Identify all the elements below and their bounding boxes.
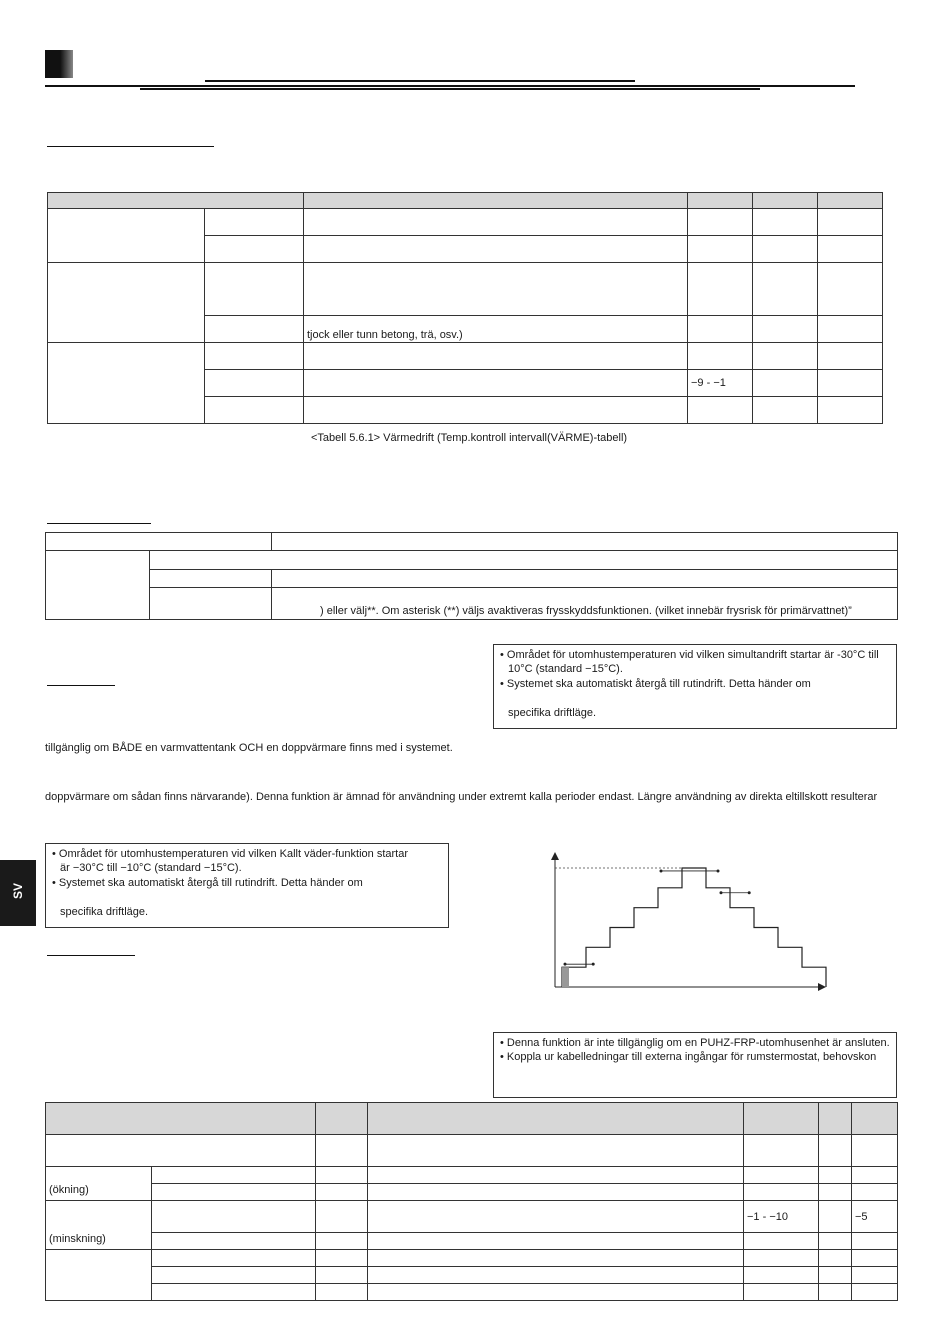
table3-cell <box>744 1267 819 1284</box>
note-line: • Systemet ska automatiskt återgå till rutindrift. Detta händer om <box>500 678 811 690</box>
table1-cell <box>688 236 753 263</box>
table2-cell <box>150 551 898 570</box>
table1-cell <box>753 397 818 424</box>
table1-cell <box>205 397 304 424</box>
table1-cell <box>818 343 883 370</box>
table1-cell <box>304 343 688 370</box>
note-line: • Koppla ur kabelledningar till externa ingångar för rumstermostat, behovskon <box>500 1051 877 1063</box>
table2-cell <box>272 570 898 588</box>
table3-cell <box>744 1167 819 1184</box>
table1-cell <box>818 263 883 316</box>
table3-cell <box>152 1267 316 1284</box>
header-black-square <box>45 50 73 78</box>
table1-header-cell <box>818 193 883 209</box>
table3-cell-minskning: (minskning) <box>46 1201 152 1250</box>
table3-header-cell <box>852 1103 898 1135</box>
table1-cell <box>688 397 753 424</box>
table3-cell <box>852 1135 898 1167</box>
language-tab-label: SV <box>11 882 26 900</box>
table1-header-cell <box>304 193 688 209</box>
table1-cell <box>753 263 818 316</box>
table1-cell <box>753 316 818 343</box>
note-box-puhz <box>493 1032 897 1098</box>
section-heading-underline-3 <box>47 685 115 686</box>
table3-cell <box>316 1233 368 1250</box>
table1-cell: tjock eller tunn betong, trä, osv.) <box>304 316 688 343</box>
x-axis-arrow <box>818 983 826 991</box>
temperature-control-range-table <box>47 192 883 424</box>
table3-cell <box>819 1201 852 1233</box>
table1-cell <box>48 343 205 424</box>
note-line: är −30°C till −10°C (standard −15°C). <box>60 862 242 874</box>
table1-cell <box>304 236 688 263</box>
table2-cell <box>46 533 272 551</box>
table1-caption: <Tabell 5.6.1> Värmedrift (Temp.kontroll intervall(VÄRME)-tabell) <box>311 432 628 444</box>
table1-cell <box>304 263 688 316</box>
table2-cell <box>150 588 272 620</box>
table3-cell <box>744 1250 819 1267</box>
table3-cell <box>152 1233 316 1250</box>
table3-cell-range: −1 - −10 <box>744 1201 819 1233</box>
header-rule-top <box>205 80 635 82</box>
table3-cell <box>744 1284 819 1301</box>
table1-header-cell <box>753 193 818 209</box>
table3-cell <box>852 1233 898 1250</box>
table3-cell <box>819 1250 852 1267</box>
note-line: 10°C (standard −15°C). <box>508 663 623 675</box>
table3-cell <box>744 1233 819 1250</box>
table3-cell <box>316 1284 368 1301</box>
table3-cell <box>819 1135 852 1167</box>
step-line <box>562 868 826 987</box>
table3-cell <box>852 1250 898 1267</box>
note-line: • Området för utomhustemperaturen vid vilken simultandrift startar är -30°C till <box>500 649 879 661</box>
settings-table-2 <box>45 532 898 620</box>
table3-cell <box>46 1135 316 1167</box>
table2-cell <box>150 570 272 588</box>
table3-cell <box>316 1184 368 1201</box>
table1-cell <box>753 236 818 263</box>
table3-cell <box>152 1201 316 1233</box>
step-diagram <box>540 848 830 998</box>
step-chart-group <box>551 852 826 991</box>
start-bar <box>562 967 569 987</box>
marker-dot <box>717 869 720 872</box>
table1-cell <box>205 209 304 236</box>
header-rule-bottom <box>140 88 760 90</box>
table1-cell <box>304 370 688 397</box>
table1-cell <box>688 343 753 370</box>
note-line: • Systemet ska automatiskt återgå till rutindrift. Detta händer om <box>52 877 363 889</box>
section-heading-underline-4 <box>47 955 135 956</box>
table3-cell <box>152 1250 316 1267</box>
note-box-simultaneous-operation <box>493 644 897 729</box>
table3-cell <box>152 1167 316 1184</box>
table1-cell <box>304 397 688 424</box>
table3-cell <box>368 1184 744 1201</box>
table1-cell <box>205 370 304 397</box>
table1-cell <box>688 316 753 343</box>
table3-cell <box>316 1135 368 1167</box>
section-heading-underline-1 <box>47 146 214 147</box>
table3-header-cell <box>744 1103 819 1135</box>
settings-table-3 <box>45 1102 898 1301</box>
marker-dot <box>564 963 567 966</box>
table2-cell <box>46 551 150 620</box>
table3-cell <box>819 1267 852 1284</box>
section-heading-underline-2 <box>47 523 151 524</box>
note-line: specifika driftläge. <box>60 906 149 918</box>
language-tab-sv <box>0 860 36 926</box>
table3-cell <box>852 1184 898 1201</box>
marker-dot <box>592 963 595 966</box>
table1-cell <box>688 209 753 236</box>
table3-cell <box>152 1284 316 1301</box>
table2-cell: ) eller välj**. Om asterisk (**) väljs avaktiveras frysskyddsfunktionen. (vilket innebär frysrisk för primärvattnet)” <box>272 588 898 620</box>
table3-header-cell <box>316 1103 368 1135</box>
body-text-line: doppvärmare om sådan finns närvarande). Denna funktion är ämnad för användning under extremt kalla perioder endast. Längre användning av direkta eltillskott resulterar <box>45 791 878 803</box>
table3-cell <box>368 1267 744 1284</box>
table3-cell <box>368 1233 744 1250</box>
table1-cell <box>304 209 688 236</box>
table3-header-cell <box>46 1103 316 1135</box>
table3-header-cell <box>368 1103 744 1135</box>
note-box-cold-weather <box>45 843 449 928</box>
table3-cell <box>852 1267 898 1284</box>
table3-header-cell <box>819 1103 852 1135</box>
marker-dot <box>660 869 663 872</box>
table3-cell <box>368 1135 744 1167</box>
table3-cell <box>819 1167 852 1184</box>
table1-cell <box>818 370 883 397</box>
table1-cell <box>205 236 304 263</box>
table3-cell <box>368 1284 744 1301</box>
table1-cell <box>205 316 304 343</box>
table1-cell <box>818 236 883 263</box>
table3-cell <box>819 1233 852 1250</box>
header-rule-main <box>45 85 855 87</box>
table2-cell <box>272 533 898 551</box>
table1-cell <box>818 209 883 236</box>
table1-cell <box>205 263 304 316</box>
table1-cell: −9 - −1 <box>688 370 753 397</box>
table3-cell <box>819 1184 852 1201</box>
table1-cell <box>753 343 818 370</box>
table1-cell <box>688 263 753 316</box>
table1-header-cell <box>48 193 304 209</box>
table1-cell <box>48 209 205 263</box>
table1-cell <box>753 209 818 236</box>
table3-cell <box>852 1167 898 1184</box>
note-line: • Området för utomhustemperaturen vid vilken Kallt väder-funktion startar <box>52 848 409 860</box>
table1-cell <box>818 397 883 424</box>
table3-cell <box>316 1167 368 1184</box>
table3-cell <box>316 1250 368 1267</box>
table3-cell-default: −5 <box>852 1201 898 1233</box>
table3-cell <box>744 1184 819 1201</box>
note-line: specifika driftläge. <box>508 707 597 719</box>
table3-cell-okning: (ökning) <box>46 1167 152 1201</box>
table3-cell <box>368 1167 744 1184</box>
table1-cell <box>48 263 205 343</box>
marker-dot <box>720 891 723 894</box>
table3-cell <box>852 1284 898 1301</box>
table3-cell <box>46 1250 152 1301</box>
y-axis-arrow <box>551 852 559 860</box>
table1-cell <box>753 370 818 397</box>
table3-cell <box>152 1184 316 1201</box>
table1-header-cell <box>688 193 753 209</box>
note-line: • Denna funktion är inte tillgänglig om en PUHZ-FRP-utomhusenhet är ansluten. <box>500 1037 890 1049</box>
table3-cell <box>368 1250 744 1267</box>
table1-cell <box>818 316 883 343</box>
table3-cell <box>819 1284 852 1301</box>
table3-cell <box>744 1135 819 1167</box>
table1-cell <box>205 343 304 370</box>
marker-dot <box>748 891 751 894</box>
body-text-line: tillgänglig om BÅDE en varmvattentank OCH en doppvärmare finns med i systemet. <box>45 742 453 754</box>
table3-cell <box>316 1267 368 1284</box>
table3-cell <box>368 1201 744 1233</box>
table3-cell <box>316 1201 368 1233</box>
